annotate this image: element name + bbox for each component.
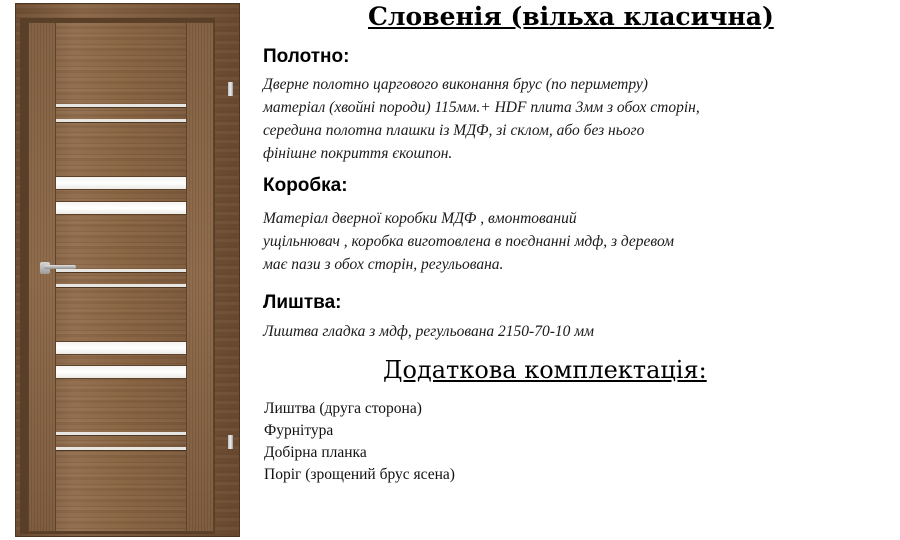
door-decor-strip	[56, 269, 186, 272]
list-item: Поріг (зрощений брус ясена)	[264, 466, 455, 483]
text-line: середина полотна плашки із МДФ, зі склом, або без нього	[263, 122, 645, 139]
door-illustration	[0, 0, 250, 540]
extras-list	[264, 398, 455, 486]
text-line: має пази з обох сторін, регульована.	[263, 256, 504, 273]
section-heading-frame: Коробка:	[263, 175, 348, 196]
text-line: Матеріал дверної коробки МДФ , вмонтований	[263, 210, 577, 227]
list-item: Добірна планка	[264, 444, 367, 461]
section-text-casing	[263, 320, 594, 343]
extras-heading: Додаткова комплектація:	[383, 356, 707, 384]
section-text-frame	[263, 207, 674, 276]
door-decor-strip	[56, 104, 186, 107]
text-line: ущільнювач , коробка виготовлена в поєднанні мдф, з деревом	[263, 233, 675, 250]
door-glass-insert	[56, 202, 186, 214]
text-line: Дверне полотно царгового виконання брус (по периметру)	[263, 76, 648, 93]
door-decor-strip	[56, 432, 186, 435]
text-line: Лиштва гладка з мдф, регульована 2150-70-10 мм	[263, 323, 595, 340]
door-hinge-icon	[228, 435, 233, 449]
door-stile-right	[186, 22, 214, 532]
door-glass-insert	[56, 366, 186, 378]
door-decor-strip	[56, 447, 186, 450]
door-leaf	[28, 22, 214, 532]
text-line: матеріал (хвойні породи) 115мм.+ HDF плита 3мм з обох сторін,	[263, 99, 700, 116]
section-text-door-leaf	[263, 73, 700, 165]
section-heading-casing: Лиштва:	[263, 292, 342, 313]
door-glass-insert	[56, 342, 186, 354]
page-title: Словенія (вільха класична)	[368, 2, 774, 31]
list-item: Лиштва (друга сторона)	[264, 400, 422, 417]
door-lever-handle-icon	[44, 265, 76, 269]
list-item: Фурнітура	[264, 422, 334, 439]
section-heading-door-leaf: Полотно:	[263, 46, 350, 67]
door-hinge-icon	[228, 82, 233, 96]
door-decor-strip	[56, 119, 186, 122]
door-decor-strip	[56, 284, 186, 287]
text-line: фінішне покриття єкошпон.	[263, 145, 453, 162]
door-stile-left	[28, 22, 56, 532]
door-glass-insert	[56, 177, 186, 189]
